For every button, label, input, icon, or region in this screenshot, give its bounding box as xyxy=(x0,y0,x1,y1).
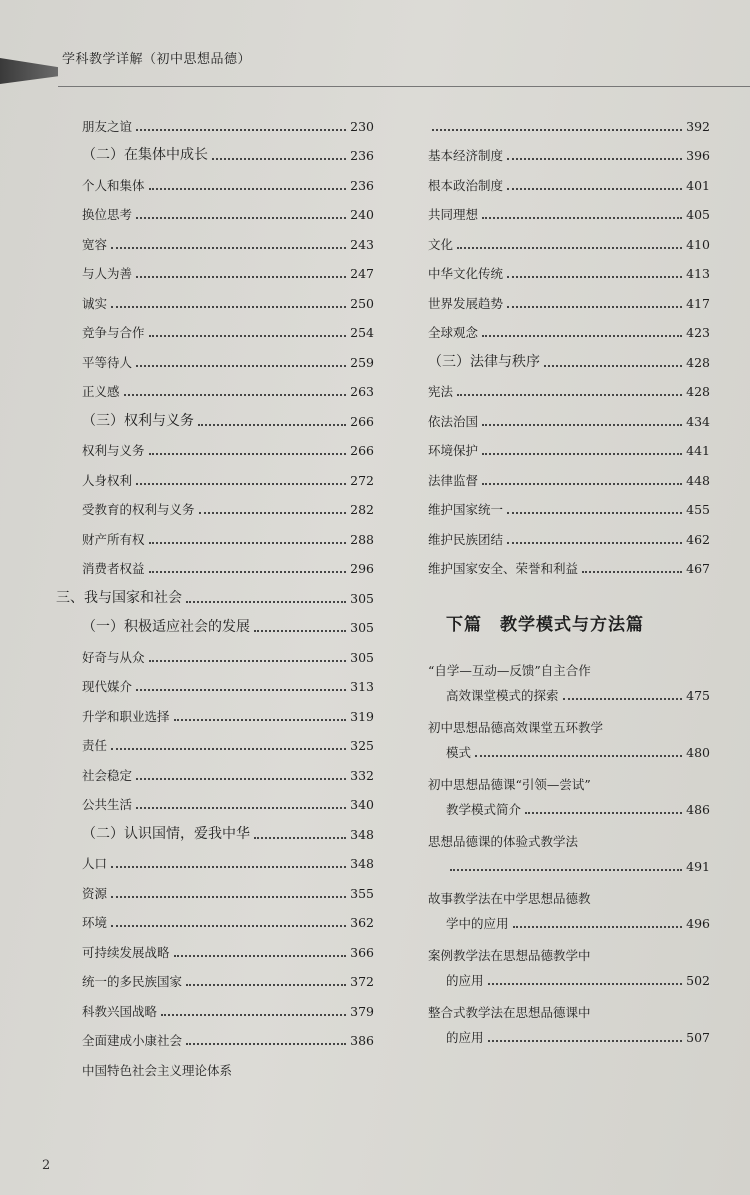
entry-page-number: 266 xyxy=(350,413,374,429)
entry-label: （三）法律与秩序 xyxy=(428,353,540,370)
leader-dots xyxy=(111,747,346,750)
toc-entry[interactable] xyxy=(428,370,710,400)
toc-entry[interactable] xyxy=(82,517,374,547)
toc-section[interactable] xyxy=(56,576,374,606)
toc-entry[interactable] xyxy=(82,488,374,518)
entry-page-number: 305 xyxy=(350,620,374,635)
entry-label: 竞争与合作 xyxy=(82,325,145,340)
entry-label: （二）认识国情，爱我中华 xyxy=(82,825,250,842)
entry-page-number: 462 xyxy=(686,531,710,547)
toc-entry[interactable] xyxy=(428,429,710,459)
leader-dots xyxy=(507,305,682,308)
toc-entry[interactable] xyxy=(428,193,710,223)
entry-label: 公共生活 xyxy=(82,797,133,812)
entry-page-number: 372 xyxy=(350,974,374,989)
leader-dots xyxy=(136,806,346,809)
entry-label: 基本经济制度 xyxy=(428,148,504,163)
leader-dots xyxy=(136,275,346,278)
entry-label: 全面建成小康社会 xyxy=(82,1033,183,1048)
leader-dots xyxy=(198,423,346,426)
leader-dots xyxy=(432,128,682,131)
entry-label: 社会稳定 xyxy=(82,767,133,783)
leader-dots xyxy=(136,482,346,485)
entry-page-number: 486 xyxy=(686,802,710,817)
entry-page-number: 254 xyxy=(350,325,374,340)
toc-subsection[interactable] xyxy=(82,399,374,429)
entry-label: （二）在集体中成长 xyxy=(82,147,208,163)
part-two-title: 下篇 教学模式与方法篇 xyxy=(446,615,644,635)
entry-page-number: 259 xyxy=(350,354,374,370)
entry-label: 资源 xyxy=(82,885,108,901)
entry-line-2-text: 模式 xyxy=(446,745,472,760)
leader-dots xyxy=(174,718,347,721)
toc-entry[interactable] xyxy=(82,901,374,931)
entry-label: 消费者权益 xyxy=(82,561,145,576)
entry-label: 维护民族团结 xyxy=(428,531,504,547)
entry-page-number: 434 xyxy=(686,413,710,429)
leader-dots xyxy=(507,541,682,544)
toc-subsection[interactable] xyxy=(82,134,374,164)
entry-label: 根本政治制度 xyxy=(428,177,504,193)
toc-right-column xyxy=(428,104,710,1062)
entry-page-number: 480 xyxy=(686,745,710,760)
header-rule xyxy=(58,86,750,87)
toc-entry[interactable] xyxy=(82,665,374,695)
toc-entry[interactable] xyxy=(428,281,710,311)
toc-entry[interactable] xyxy=(428,517,710,547)
entry-page-number: 386 xyxy=(350,1033,374,1048)
entry-page-number: 455 xyxy=(686,502,710,517)
entry-label: 维护国家统一 xyxy=(428,502,504,517)
entry-label: 世界发展趋势 xyxy=(428,295,504,311)
entry-page-number: 236 xyxy=(350,177,374,193)
part-spacer xyxy=(428,576,710,610)
toc-entry[interactable] xyxy=(82,694,374,724)
entry-page-number: 240 xyxy=(350,207,374,222)
leader-dots xyxy=(136,216,346,219)
entry-label: 宪法 xyxy=(428,384,454,399)
entry-label: 文化 xyxy=(428,236,454,252)
leader-dots xyxy=(111,924,346,927)
leader-dots xyxy=(507,157,682,160)
entry-label: 权利与义务 xyxy=(82,443,145,458)
entry-label: 财产所有权 xyxy=(82,531,145,547)
leader-dots xyxy=(482,452,682,455)
entry-page-number: 247 xyxy=(350,266,374,281)
part-spacer-2 xyxy=(428,635,710,663)
toc-method-entry[interactable] xyxy=(428,891,710,948)
toc-entry[interactable] xyxy=(82,193,374,223)
leader-dots xyxy=(111,895,346,898)
entry-label: 责任 xyxy=(82,738,108,753)
entry-label: 中华文化传统 xyxy=(428,266,504,281)
entry-page-number: 288 xyxy=(350,531,374,547)
entry-label: 诚实 xyxy=(82,295,108,311)
leader-dots xyxy=(186,600,346,603)
toc-entry[interactable] xyxy=(82,281,374,311)
entry-label: 平等待人 xyxy=(82,354,133,370)
entry-page-number: 379 xyxy=(350,1003,374,1019)
leader-dots xyxy=(475,754,682,757)
leader-dots xyxy=(254,836,346,839)
entry-label: 法律监督 xyxy=(428,472,479,488)
entry-line-2 xyxy=(428,688,710,703)
leader-dots xyxy=(482,423,682,426)
entry-page-number: 396 xyxy=(686,148,710,163)
entry-page-number: 413 xyxy=(686,266,710,281)
leader-dots xyxy=(161,1013,346,1016)
leader-dots xyxy=(457,393,682,396)
entry-page-number: 467 xyxy=(686,561,710,576)
leader-dots xyxy=(149,541,347,544)
entry-page-number: 272 xyxy=(350,472,374,488)
leader-dots xyxy=(136,128,346,131)
entry-page-number: 496 xyxy=(686,916,710,931)
toc-entry[interactable] xyxy=(82,1019,374,1049)
entry-page-number: 325 xyxy=(350,738,374,753)
toc-entry[interactable] xyxy=(82,311,374,341)
toc-left-column xyxy=(56,104,374,1078)
entry-page-number: 348 xyxy=(350,856,374,871)
toc-entry[interactable] xyxy=(82,429,374,459)
leader-dots xyxy=(507,511,682,514)
entry-line-1: 故事教学法在中学思想品德教 xyxy=(428,891,591,906)
leader-dots xyxy=(482,334,682,337)
entry-label: 人身权利 xyxy=(82,472,133,488)
leader-dots xyxy=(450,868,682,871)
toc-method-entry[interactable] xyxy=(428,663,710,720)
entry-label: 正义感 xyxy=(82,384,120,399)
entry-line-2-text: 的应用 xyxy=(446,973,484,988)
entry-page-number: 296 xyxy=(350,561,374,576)
toc-method-entry[interactable] xyxy=(428,834,710,891)
entry-label: 人口 xyxy=(82,856,108,871)
toc-entry[interactable] xyxy=(82,252,374,282)
entry-label: 宽容 xyxy=(82,236,108,252)
entry-label: 依法治国 xyxy=(428,413,479,429)
entry-label: 全球观念 xyxy=(428,325,479,340)
toc-entry[interactable] xyxy=(82,104,374,134)
entry-line-2-text: 教学模式简介 xyxy=(446,802,522,817)
toc-entry[interactable] xyxy=(428,163,710,193)
entry-page-number: 348 xyxy=(350,826,374,842)
entry-page-number: 282 xyxy=(350,502,374,517)
toc-entry[interactable] xyxy=(82,370,374,400)
toc-method-entry[interactable] xyxy=(428,948,710,1005)
toc-entry[interactable] xyxy=(82,547,374,577)
toc-method-entry[interactable] xyxy=(428,720,710,777)
entry-line-1: 初中思想品德课“引领—尝试” xyxy=(428,777,591,792)
leader-dots xyxy=(111,865,346,868)
toc-entry[interactable] xyxy=(82,930,374,960)
toc-entry[interactable] xyxy=(82,458,374,488)
entry-page-number: 319 xyxy=(350,708,374,724)
leader-dots xyxy=(186,983,346,986)
toc-entry[interactable] xyxy=(428,134,710,164)
entry-label: （三）权利与义务 xyxy=(82,412,194,429)
entry-page-number: 410 xyxy=(686,236,710,252)
entry-line-2 xyxy=(428,973,710,988)
leader-dots xyxy=(111,246,346,249)
leader-dots xyxy=(136,688,346,691)
leader-dots xyxy=(111,305,346,308)
entry-page-number: 243 xyxy=(350,236,374,252)
entry-line-2 xyxy=(428,745,710,760)
entry-page-number: 405 xyxy=(686,207,710,222)
entry-page-number: 250 xyxy=(350,295,374,311)
entry-page-number: 340 xyxy=(350,797,374,812)
entry-page-number: 332 xyxy=(350,767,374,783)
leader-dots xyxy=(513,925,683,928)
toc-subsection[interactable] xyxy=(82,606,374,636)
toc-entry[interactable] xyxy=(82,635,374,665)
entry-line-2 xyxy=(428,1030,710,1045)
entry-line-1: 整合式教学法在思想品德课中 xyxy=(428,1005,591,1020)
entry-label: 环境 xyxy=(82,915,108,930)
entry-label: 维护国家安全、荣誉和利益 xyxy=(428,561,579,576)
entry-page-number: 491 xyxy=(686,859,710,874)
entry-line-1: “自学—互动—反馈”自主合作 xyxy=(428,663,591,678)
toc-entry[interactable] xyxy=(428,311,710,341)
leader-dots xyxy=(136,777,346,780)
entry-page-number: 366 xyxy=(350,944,374,960)
entry-page-number: 266 xyxy=(350,443,374,458)
entry-label: 升学和职业选择 xyxy=(82,708,170,724)
leader-dots xyxy=(544,364,682,367)
entry-page-number: 230 xyxy=(350,118,374,134)
leader-dots xyxy=(582,570,682,573)
entry-line-2-text: 学中的应用 xyxy=(446,916,509,931)
toc-method-entry[interactable] xyxy=(428,1005,710,1062)
toc-entry[interactable] xyxy=(82,783,374,813)
entry-line-2-text: 高效课堂模式的探索 xyxy=(446,688,559,703)
toc-entry[interactable] xyxy=(82,960,374,990)
entry-label: 个人和集体 xyxy=(82,177,145,193)
entry-page-number: 305 xyxy=(350,590,374,606)
entry-page-number: 392 xyxy=(686,118,710,134)
toc-entry[interactable] xyxy=(428,104,710,134)
leader-dots xyxy=(136,364,346,367)
entry-line-1: 初中思想品德高效课堂五环教学 xyxy=(428,720,604,735)
entry-label: 环境保护 xyxy=(428,443,479,458)
toc-entry[interactable] xyxy=(428,458,710,488)
entry-page-number: 401 xyxy=(686,177,710,193)
page-number: 2 xyxy=(42,1158,51,1173)
toc-subsection[interactable] xyxy=(428,340,710,370)
toc-entry[interactable] xyxy=(82,163,374,193)
entry-label: 中国特色社会主义理论体系 xyxy=(82,1062,233,1078)
leader-dots xyxy=(525,811,682,814)
leader-dots xyxy=(124,393,347,396)
leader-dots xyxy=(149,570,347,573)
entry-page-number: 417 xyxy=(686,295,710,311)
entry-line-2 xyxy=(428,859,710,874)
entry-label: 共同理想 xyxy=(428,207,479,222)
entry-page-number: 475 xyxy=(686,688,710,703)
leader-dots xyxy=(174,954,347,957)
leader-dots xyxy=(199,511,347,514)
entry-page-number: 428 xyxy=(686,384,710,399)
toc-entry[interactable] xyxy=(82,222,374,252)
entry-page-number: 236 xyxy=(350,148,374,163)
entry-page-number: 423 xyxy=(686,325,710,340)
toc-method-entry[interactable] xyxy=(428,777,710,834)
entry-line-2 xyxy=(428,802,710,817)
leader-dots xyxy=(482,216,682,219)
leader-dots xyxy=(149,659,347,662)
leader-dots xyxy=(212,157,346,160)
entry-page-number: 305 xyxy=(350,649,374,665)
leader-dots xyxy=(186,1042,346,1045)
entry-label: 可持续发展战略 xyxy=(82,944,170,960)
entry-label: 受教育的权利与义务 xyxy=(82,502,195,517)
leader-dots xyxy=(488,1039,683,1042)
toc-entry[interactable] xyxy=(82,340,374,370)
toc-entry[interactable] xyxy=(428,252,710,282)
entry-line-1: 思想品德课的体验式教学法 xyxy=(428,834,579,849)
toc-entry[interactable] xyxy=(82,753,374,783)
leader-dots xyxy=(488,982,683,985)
entry-label: 科教兴国战略 xyxy=(82,1003,158,1019)
entry-page-number: 502 xyxy=(686,973,710,988)
toc-entry[interactable] xyxy=(428,222,710,252)
entry-page-number: 507 xyxy=(686,1030,710,1045)
entry-label: 与人为善 xyxy=(82,266,133,281)
toc-entry[interactable] xyxy=(82,871,374,901)
header-tab-mark xyxy=(0,58,58,84)
running-header: 学科教学详解（初中思想品德） xyxy=(62,52,252,67)
entry-page-number: 448 xyxy=(686,472,710,488)
leader-dots xyxy=(563,697,683,700)
leader-dots xyxy=(507,275,682,278)
toc-entry[interactable] xyxy=(82,989,374,1019)
toc-entry[interactable] xyxy=(82,724,374,754)
entry-label: 统一的多民族国家 xyxy=(82,974,183,989)
leader-dots xyxy=(507,187,682,190)
entry-page-number: 263 xyxy=(350,384,374,399)
entry-line-1: 案例教学法在思想品德教学中 xyxy=(428,948,591,963)
leader-dots xyxy=(482,482,682,485)
entry-page-number: 428 xyxy=(686,354,710,370)
toc-subsection[interactable] xyxy=(82,812,374,842)
toc-entry[interactable] xyxy=(428,488,710,518)
toc-entry[interactable] xyxy=(82,842,374,872)
entry-page-number: 362 xyxy=(350,915,374,930)
toc-entry[interactable] xyxy=(428,399,710,429)
entry-line-2 xyxy=(428,916,710,931)
leader-dots xyxy=(149,452,347,455)
entry-page-number: 441 xyxy=(686,443,710,458)
leader-dots xyxy=(149,334,347,337)
entry-label: （一）积极适应社会的发展 xyxy=(82,619,250,635)
entry-label: 好奇与从众 xyxy=(82,649,145,665)
toc-entry[interactable] xyxy=(82,1048,374,1078)
entry-label: 朋友之谊 xyxy=(82,118,133,134)
entry-page-number: 355 xyxy=(350,885,374,901)
entry-label: 换位思考 xyxy=(82,207,133,222)
leader-dots xyxy=(149,187,347,190)
toc-entry[interactable] xyxy=(428,547,710,577)
entry-label: 三、我与国家和社会 xyxy=(56,589,182,606)
leader-dots xyxy=(254,629,346,632)
leader-dots xyxy=(457,246,682,249)
entry-label: 现代媒介 xyxy=(82,679,133,694)
entry-page-number: 313 xyxy=(350,679,374,694)
entry-line-2-text: 的应用 xyxy=(446,1030,484,1045)
